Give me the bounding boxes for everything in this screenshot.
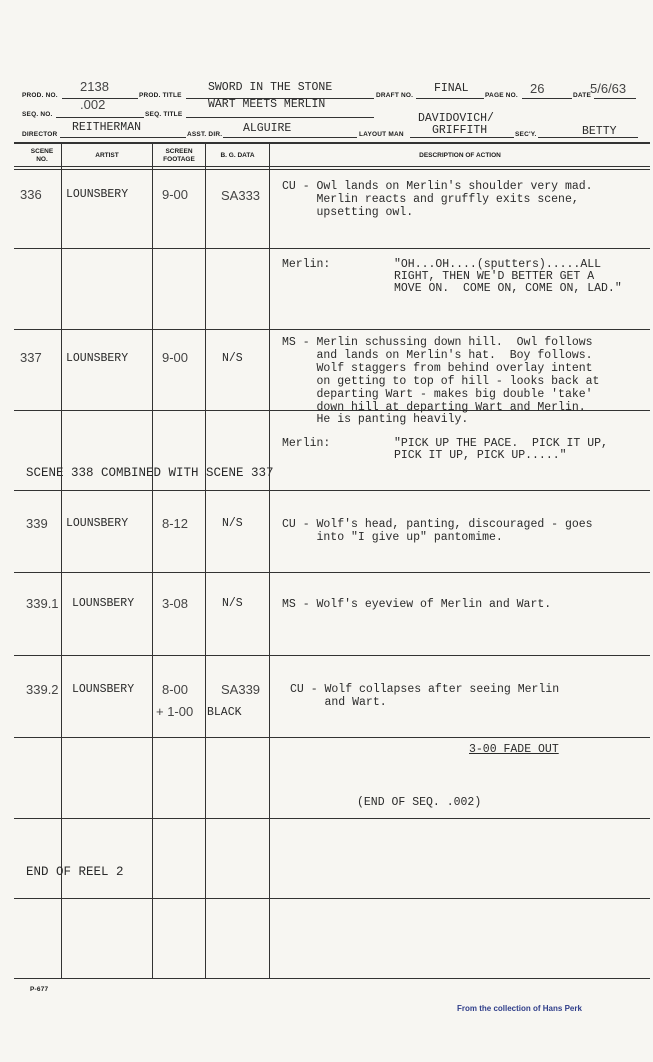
scene-339-desc-line-1: CU - Wolf's head, panting, discouraged - goes bbox=[282, 518, 593, 531]
dialogue-1-line-2: RIGHT, THEN WE'D BETTER GET A bbox=[394, 270, 595, 283]
seq-title-underline bbox=[186, 117, 374, 118]
col-header-scene bbox=[22, 148, 62, 164]
page-no-label: PAGE NO. bbox=[485, 92, 518, 99]
row-line-4 bbox=[14, 490, 650, 491]
scene-339-footage: 8-12 bbox=[162, 516, 189, 531]
dialogue-2-speaker: Merlin: bbox=[282, 437, 331, 450]
scene-337-desc-line-1: MS - Merlin schussing down hill. Owl follows bbox=[282, 336, 593, 349]
scene-339-1-desc-line-1: MS - Wolf's eyeview of Merlin and Wart. bbox=[282, 598, 552, 611]
scene-337-desc-line-2: and lands on Merlin's hat. Boy follows. bbox=[282, 349, 593, 362]
scene-336-desc-line-1: CU - Owl lands on Merlin's shoulder very mad. bbox=[282, 180, 593, 193]
row-line-5 bbox=[14, 572, 650, 573]
seq-no-label: SEQ. NO. bbox=[22, 111, 53, 118]
date-value: 5/6/63 bbox=[590, 81, 627, 96]
table-header-bottom-2 bbox=[14, 169, 650, 170]
asst-dir-value: ALGUIRE bbox=[243, 122, 292, 135]
scene-339-2-artist: LOUNSBERY bbox=[72, 683, 135, 696]
col-divider-3 bbox=[205, 143, 206, 979]
prod-no-label: PROD. NO. bbox=[22, 92, 58, 99]
draft-no-label: DRAFT NO. bbox=[376, 92, 414, 99]
col-header-description: DESCRIPTION OF ACTION bbox=[419, 152, 501, 159]
layout-man-underline bbox=[410, 137, 514, 138]
scene-336-footage: 9-00 bbox=[162, 187, 189, 202]
col-header-scene-line-2: NO. bbox=[36, 156, 48, 163]
scene-336-bg: SA333 bbox=[221, 188, 261, 203]
col-header-footage bbox=[153, 148, 205, 164]
scene-339-2-footage-extra: + 1-00 bbox=[156, 704, 194, 719]
col-header-footage-line-2: FOOTAGE bbox=[163, 156, 195, 163]
scene-339-2-desc-line-2: and Wart. bbox=[290, 696, 387, 709]
secy-value: BETTY bbox=[582, 125, 617, 138]
row-line-2 bbox=[14, 329, 650, 330]
scene-337-desc-line-7: He is panting heavily. bbox=[282, 413, 469, 426]
dialogue-1-line-1: "OH...OH....(sputters).....ALL bbox=[394, 258, 602, 271]
prod-title-value: SWORD IN THE STONE bbox=[208, 81, 333, 94]
end-of-reel-note: END OF REEL 2 bbox=[26, 865, 124, 879]
col-header-bg-data: B. G. DATA bbox=[220, 152, 255, 159]
director-value: REITHERMAN bbox=[72, 121, 142, 134]
asst-dir-underline bbox=[223, 137, 357, 138]
seq-title-label: SEQ. TITLE bbox=[145, 111, 183, 118]
scene-336-artist: LOUNSBERY bbox=[66, 188, 129, 201]
date-label: DATE bbox=[573, 92, 592, 99]
layout-man-value-1: DAVIDOVICH/ bbox=[418, 112, 494, 125]
scene-337-desc-line-5: departing Wart - makes big double 'take' bbox=[282, 388, 593, 401]
scene-339-2-number: 339.2 bbox=[26, 682, 59, 697]
scene-339-2-footage: 8-00 bbox=[162, 682, 189, 697]
col-divider-4 bbox=[269, 143, 270, 979]
director-underline bbox=[60, 137, 186, 138]
page-no-underline bbox=[522, 98, 572, 99]
scene-337-footage: 9-00 bbox=[162, 350, 189, 365]
seq-no-value: .002 bbox=[80, 97, 106, 112]
prod-no-value: 2138 bbox=[80, 79, 109, 94]
combined-scene-note: SCENE 338 COMBINED WITH SCENE 337 bbox=[26, 466, 274, 480]
scene-339-1-number: 339.1 bbox=[26, 596, 59, 611]
scene-339-number: 339 bbox=[26, 516, 48, 531]
layout-man-label: LAYOUT MAN bbox=[359, 131, 404, 138]
scene-337-desc-line-3: Wolf staggers from behind overlay intent bbox=[282, 362, 593, 375]
prod-title-label: PROD. TITLE bbox=[139, 92, 182, 99]
row-line-8 bbox=[14, 818, 650, 819]
scene-339-2-bg: SA339 bbox=[221, 682, 261, 697]
seq-title-value: WART MEETS MERLIN bbox=[208, 98, 326, 111]
page-no-value: 26 bbox=[530, 81, 545, 96]
director-label: DIRECTOR bbox=[22, 131, 58, 138]
scene-337-desc-line-4: on getting to top of hill - looks back at bbox=[282, 375, 600, 388]
scene-337-desc-line-6: down hill at departing Wart and Merlin. bbox=[282, 401, 586, 414]
row-line-6 bbox=[14, 655, 650, 656]
scene-337-bg: N/S bbox=[222, 352, 243, 365]
secy-label: SEC'Y. bbox=[515, 131, 537, 138]
layout-man-value-2: GRIFFITH bbox=[432, 124, 488, 137]
fade-out-note: 3-00 FADE OUT bbox=[469, 743, 559, 756]
row-line-7 bbox=[14, 737, 650, 738]
date-underline bbox=[594, 98, 636, 99]
scene-339-1-artist: LOUNSBERY bbox=[72, 597, 135, 610]
scene-336-number: 336 bbox=[20, 187, 42, 202]
seq-no-underline bbox=[56, 117, 144, 118]
table-header-bottom bbox=[14, 166, 650, 167]
form-number: P-677 bbox=[30, 986, 49, 993]
dialogue-1-line-3: MOVE ON. COME ON, COME ON, LAD." bbox=[394, 282, 622, 295]
table-top-border bbox=[14, 142, 650, 144]
draft-no-underline bbox=[416, 98, 484, 99]
scene-336-desc-line-2: Merlin reacts and gruffly exits scene, bbox=[282, 193, 579, 206]
col-header-artist: ARTIST bbox=[95, 152, 119, 159]
scene-336-desc-line-3: upsetting owl. bbox=[282, 206, 414, 219]
scene-339-1-footage: 3-08 bbox=[162, 596, 189, 611]
row-line-9 bbox=[14, 898, 650, 899]
dialogue-2-line-1: "PICK UP THE PACE. PICK IT UP, bbox=[394, 437, 608, 450]
scene-339-desc-line-2: into "I give up" pantomime. bbox=[282, 531, 503, 544]
end-of-sequence-note: (END OF SEQ. .002) bbox=[357, 796, 482, 809]
scene-339-1-bg: N/S bbox=[222, 597, 243, 610]
asst-dir-label: ASST. DIR. bbox=[187, 131, 223, 138]
col-divider-2 bbox=[152, 143, 153, 979]
row-line-1 bbox=[14, 248, 650, 249]
draft-no-value: FINAL bbox=[434, 82, 469, 95]
scene-339-bg: N/S bbox=[222, 517, 243, 530]
scene-339-2-desc-line-1: CU - Wolf collapses after seeing Merlin bbox=[290, 683, 560, 696]
col-header-scene-line-1: SCENE bbox=[30, 148, 54, 155]
col-header-footage-line-1: SCREEN bbox=[165, 148, 193, 155]
scene-337-number: 337 bbox=[20, 350, 42, 365]
scene-337-artist: LOUNSBERY bbox=[66, 352, 129, 365]
scene-339-artist: LOUNSBERY bbox=[66, 517, 129, 530]
table-bottom-border bbox=[14, 978, 650, 979]
collection-credit: From the collection of Hans Perk bbox=[457, 1004, 582, 1013]
dialogue-2-line-2: PICK IT UP, PICK UP....." bbox=[394, 449, 567, 462]
dialogue-1-speaker: Merlin: bbox=[282, 258, 331, 271]
col-divider-1 bbox=[61, 143, 62, 979]
scene-339-2-bg-extra: BLACK bbox=[207, 706, 242, 719]
